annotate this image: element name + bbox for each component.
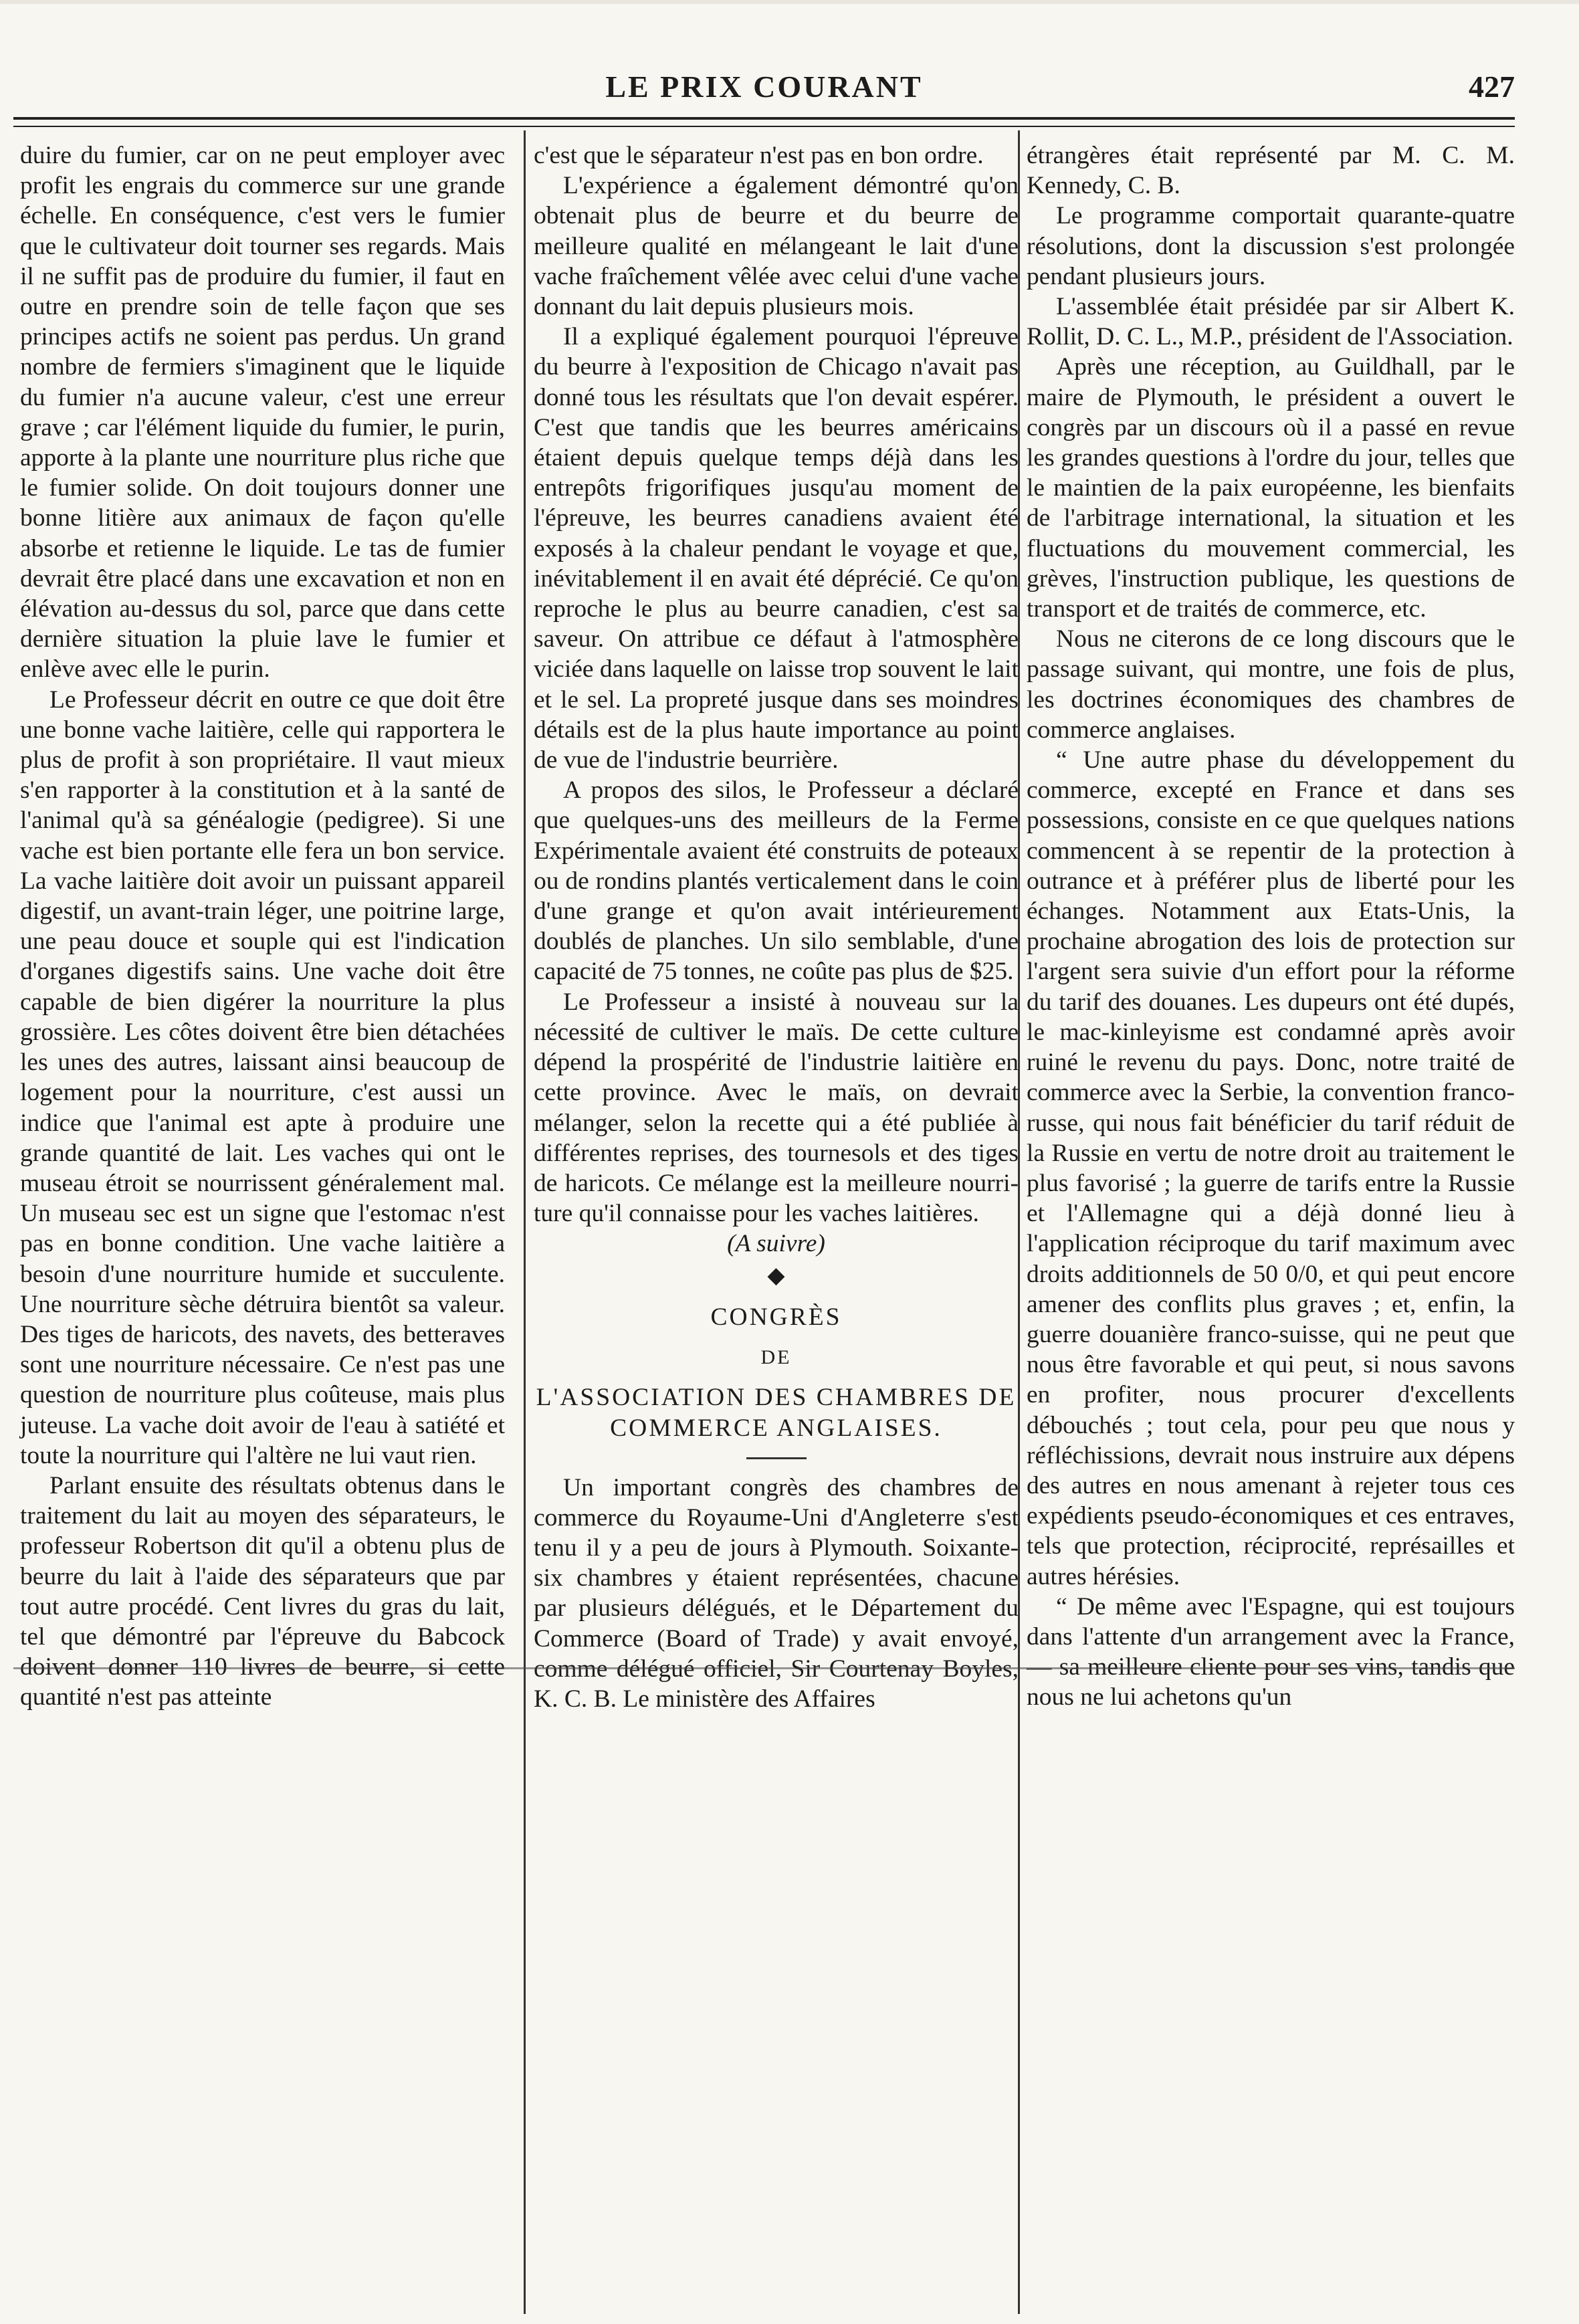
section-heading-de: DE <box>760 1346 792 1368</box>
scan-edge <box>0 0 1579 4</box>
col2-paragraph-4: A propos des silos, le Professeur a déclaré que quelques-uns des meilleurs de la Ferme Expérimentale avaient été construits de poteaux ou de rondins plantés verticalement dans le coin d'une grange et qu'on avait intérieurement doublés de planches. Un silo semblable, d'une capacité de 75 tonnes, ne coûte pas plus de $25. <box>534 776 1019 986</box>
col1-paragraph-1: duire du fumier, car on ne peut employer avec profit les engrais du commerce sur une grande échelle. En conséquence, c'est vers le fumier que le cultivateur doit tourner ses regards. Mais il ne suffit pas de produire du fumier, il faut en outre en prendre soin de telle façon que ses principes actifs ne soient pas perdus. Un grand nombre de fermiers s'imaginent que le liquide du fumier n'a aucune valeur, c'est une erreur grave ; car l'élément liquide du fumier, le purin, apporte à la plante une nourriture plus riche que le fumier solide. On doit toujours donner une bonne litière aux animaux de façon qu'elle absorbe et retienne le liquide. Le tas de fumier devrait être placé dans une excavation et non en élévation au-dessus du sol, parce que dans cette dernière situation la pluie lave le fumier et enlève avec elle le purin. <box>20 142 505 683</box>
col3-paragraph-7: “ De même avec l'Espagne, qui est toujours dans l'attente d'un arrangement avec la France, — sa meilleure cliente pour ses vins, tandis que nous ne lui achetons qu'un <box>1027 1592 1515 1711</box>
col2-paragraph-5: Le Professeur a insisté à nouveau sur la nécessité de cultiver le maïs. De cette culture dépend la prospérité de l'industrie laitière en cette province. Avec le maïs, on devrait mélanger, selon la recette qui a été publiée à différentes reprises, des tournesols et des tiges de haricots. Ce mélange est la meilleure nourriture qu'il connaisse pour les vaches laitières. <box>534 988 1019 1228</box>
diamond-ornament-icon: ◆ <box>767 1263 785 1288</box>
col3-paragraph-6: “ Une autre phase du développement du commerce, excepté en France et dans ses possessions, consiste en ce que quelques nations commencent à se repentir de la protection à outrance et à préférer plus de liberté pour les échanges. Notamment aux Etats-Unis, la prochaine abrogation des lois de protection sur l'argent sera suivie d'un effort pour la réforme du tarif des douanes. Les dupeurs ont été dupés, le mac-kinleyisme est condamné après avoir ruiné le revenu du pays. Donc, notre traité de commerce avec la Serbie, la convention franco-russe, qui nous fait bénéficier du tarif réduit de la Russie en vertu de notre droit au traitement le plus favorisé ; la guerre de tarifs entre la Russie et l'Allemagne qui a déjà donné lieu à l'application réciproque du tarif maximum avec droits additionnels de 50 0/0, et qui peut encore amener des conflits plus graves ; et, enfin, la guerre douanière franco-suisse, qui ne peut que nous être favorable et qui peut, si nous savons en profiter, nous procurer d'excellents débouchés ; tout cela, pour peu que nous y réfléchissions, devrait nous instruire aux dépens des autres en nous amenant à rejeter tous ces expédients pseudo-économiques et ces entraves, tels que protection, réciprocité, représailles et autres hérésies. <box>1027 746 1515 1590</box>
column-2 <box>534 140 1019 1714</box>
col1-paragraph-3: Parlant ensuite des résultats obtenus dans le traitement du lait au moyen des séparateurs, le professeur Robertson dit qu'il a obtenu plus de beurre du lait à l'aide des séparateurs que par tout autre procédé. Cent livres du gras du lait, tel que démontré par l'épreuve du Babcock doivent donner 110 livres de beurre, si cette quantité n'est pas atteinte <box>20 1471 505 1711</box>
col3-paragraph-2: Le programme comportait quarante-quatre résolutions, dont la discussion s'est prolongée pendant plusieurs jours. <box>1027 202 1515 290</box>
col1-paragraph-2: Le Professeur décrit en outre ce que doit être une bonne vache laitière, celle qui rapportera le plus de profit à son propriétaire. Il vaut mieux s'en rapporter à la constitution et à la santé de l'animal qu'à sa généalogie (pedigree). Si une vache est bien portante elle fera un bon service. La vache laitière doit avoir un puissant appareil digestif, un avant-train léger, une poitrine large, une peau douce et souple qui est l'indication d'organes digestifs sains. Une vache doit être capable de bien digérer la nourriture la plus grossière. Les côtes doivent être bien détachées les unes des autres, laissant ainsi beaucoup de logement pour la nourriture, c'est aussi un indice que l'animal est apte à produire une grande quantité de lait. Les vaches qui ont le museau étroit se nourrissent généralement mal. Un museau sec est un signe que l'estomac n'est pas en bonne condition. Une vache laitière a besoin d'une nourriture humide et succulente. Une nourriture sèche détruira bientôt sa valeur. Des tiges de haricots, des navets, des betteraves sont une nourriture nécessaire. Ce n'est pas une question de nourriture plus coûteuse, mais plus juteuse. La vache doit avoir de l'eau à satiété et toute la nourriture qui l'altère ne lui vaut rien. <box>20 685 505 1469</box>
col2-paragraph-2: L'expérience a également démontré qu'on obtenait plus de beurre et du beurre de meilleure qualité en mélangeant le lait d'une vache fraîchement vêlée avec celui d'une vache donnant du lait depuis plusieurs mois. <box>534 172 1019 321</box>
column-divider-1 <box>524 130 526 2314</box>
section-short-rule <box>746 1457 807 1459</box>
section-heading-association: L'ASSOCIATION DES CHAMBRES DE COMMERCE ANGLAISES. <box>536 1383 1017 1442</box>
to-be-continued: (A suivre) <box>727 1230 825 1258</box>
col2-paragraph-6: Un important congrès des chambres de commerce du Royaume-Uni d'Angleterre s'est tenu il y a peu de jours à Plymouth. Soixante-six chambres y étaient représentées, chacune par plusieurs délégués, et le Département du Commerce (Board of Trade) y avait envoyé, comme délégué officiel, Sir Courtenay Boyles, K. C. B. Le ministère des Affaires <box>534 1473 1019 1713</box>
column-3 <box>1027 140 1515 1713</box>
col3-paragraph-4: Après une réception, au Guildhall, par le maire de Plymouth, le président a ouvert le congrès par un discours où il a passé en revue les grandes questions à l'ordre du jour, telles que le maintien de la paix européenne, les bienfaits de l'arbitrage international, la situation et les fluctuations du mouvement commercial, les grèves, l'instruction publique, les questions de transport et de traités de commerce, etc. <box>1027 353 1515 623</box>
col3-paragraph-3: L'assemblée était présidée par sir Albert K. Rollit, D. C. L., M.P., président de l'Association. <box>1027 293 1515 351</box>
page-number: 427 <box>1469 70 1515 104</box>
header-rule-bottom <box>13 126 1515 127</box>
page-header <box>13 64 1515 124</box>
col3-paragraph-1: étrangères était représenté par M. C. M. Kennedy, C. B. <box>1027 142 1515 200</box>
section-heading-congres: CONGRÈS <box>710 1303 842 1331</box>
journal-title: LE PRIX COURANT <box>605 70 923 104</box>
col2-paragraph-3: Il a expliqué également pourquoi l'épreuve du beurre à l'exposition de Chicago n'avait pas donné tous les résultats que l'on devait espérer. C'est que tandis que les beurres américains étaient depuis quelque temps déjà dans les entrepôts frigorifiques jusqu'au moment de l'épreuve, les beurres canadiens avaient été exposés à la chaleur pendant le voyage et que, inévitablement il en avait été déprécié. Ce qu'on reproche le plus au beurre canadien, c'est sa saveur. On attribue ce défaut à l'atmosphère viciée dans laquelle on laisse trop souvent le lait et le sel. La propreté jusque dans ses moindres détails est de la plus haute importance au point de vue de l'industrie beurrière. <box>534 323 1019 774</box>
column-1 <box>20 140 505 1713</box>
col3-paragraph-5: Nous ne citerons de ce long discours que le passage suivant, qui montre, une fois de plus, les doctrines économiques des chambres de commerce anglaises. <box>1027 625 1515 744</box>
col2-paragraph-1: c'est que le séparateur n'est pas en bon ordre. <box>534 142 984 169</box>
header-rule-top <box>13 117 1515 120</box>
scan-fold-line <box>13 1667 1515 1669</box>
